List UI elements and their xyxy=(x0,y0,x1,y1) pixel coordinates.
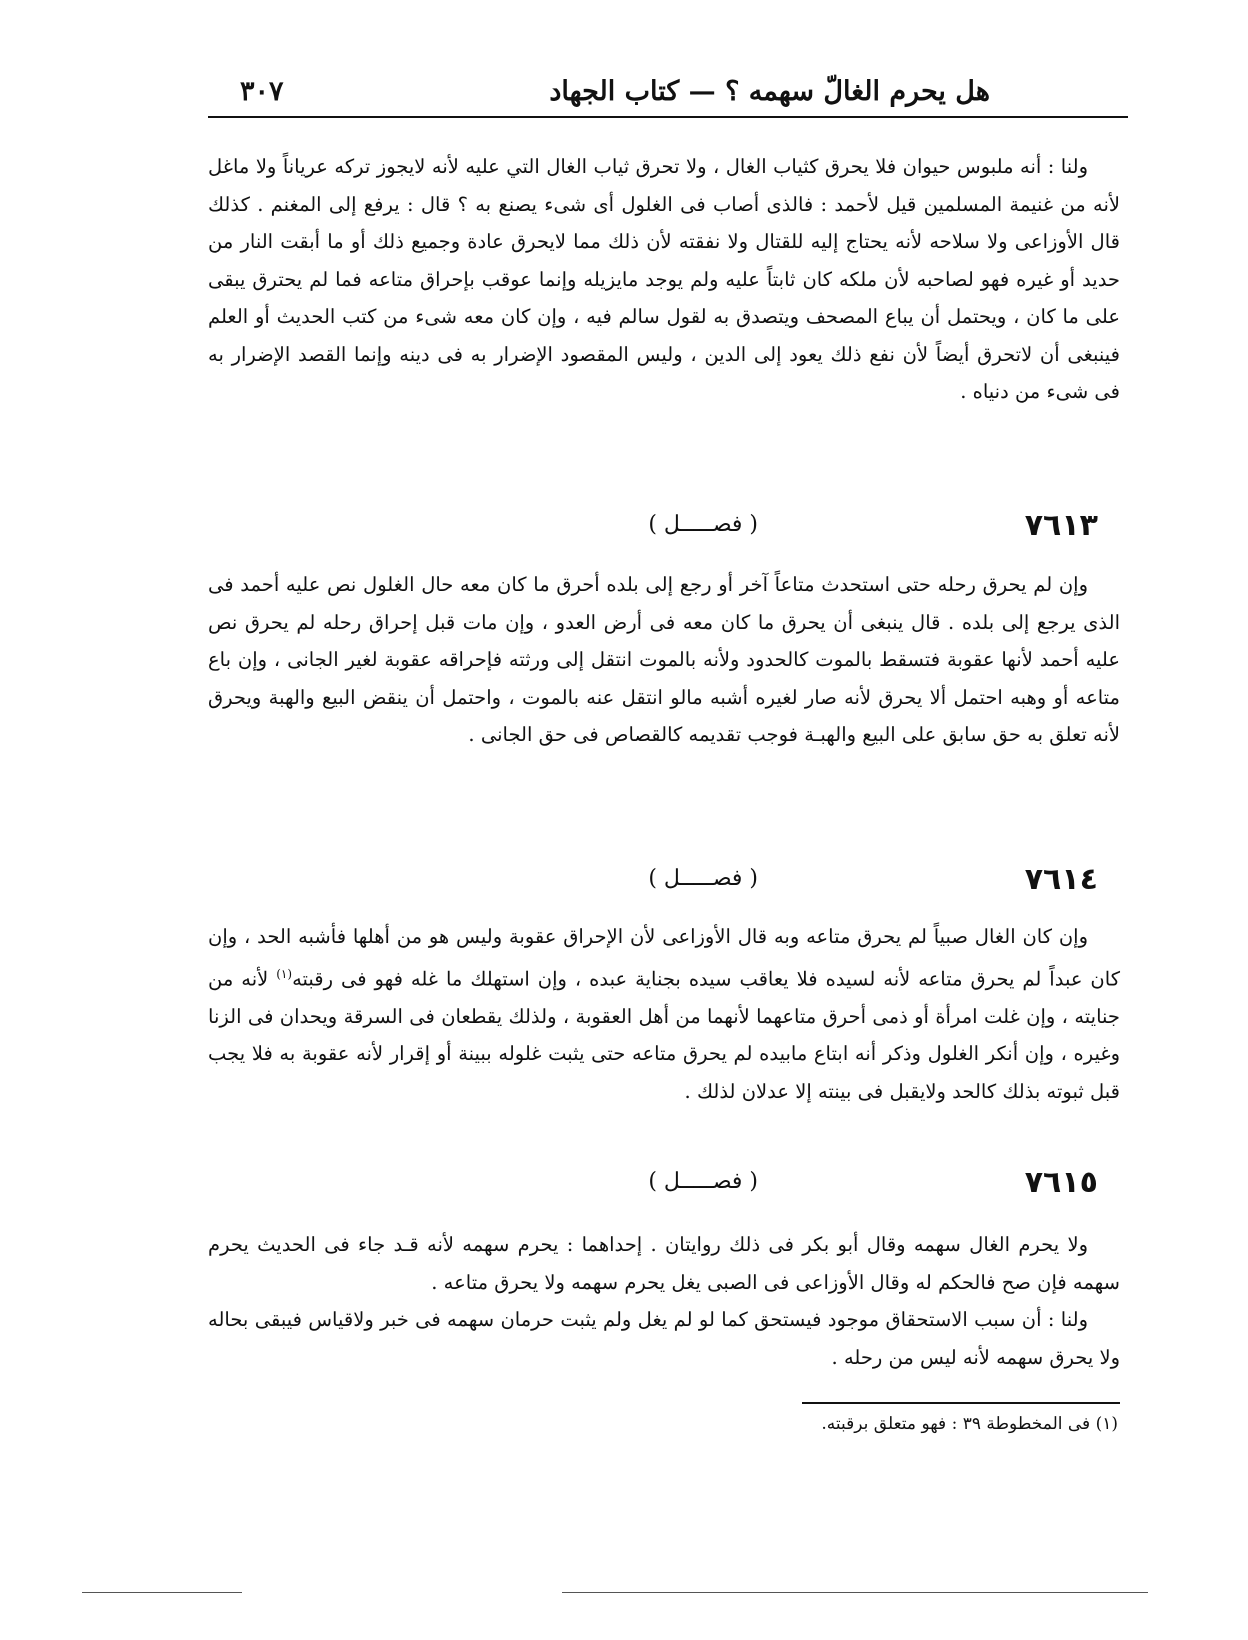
section-label: ( فصـــــل ) xyxy=(648,512,758,537)
paragraph xyxy=(208,918,1120,1110)
paragraph-part: لأنه من جنايته ، وإن غلت امرأة أو ذمى أحرق متاعهما لأنهما من أهل العقوبة ، ولذلك يقطعان فى السرقة ويحدان فى الزنا وغيره ، وإن أنكر الغلول وذكر أنه ابتاع مابيده لم يحرق متاعه حتى يثبت غلوله ببينة أو إقرار لأنه عقوبة به فلا يجب قبل ثبوته بذلك كالحد ولايقبل فى بينته إلا عدلان لذلك . xyxy=(208,967,1120,1103)
section-number: ٧٦١٥ xyxy=(1024,1165,1098,1200)
section-label: ( فصـــــل ) xyxy=(648,1169,758,1194)
paragraph: ولنا : أنه ملبوس حيوان فلا يحرق كثياب الغال ، ولا تحرق ثياب الغال التي عليه لأنه لايجوز تركه عرياناً ولا ماغل لأنه من غنيمة المسلمين قيل لأحمد : فالذى أصاب فى الغلول أى شىء يصنع به ؟ قال : يرفع إلى المغنم . كذلك قال الأوزاعى ولا سلاحه لأنه يحتاج إليه للقتال ولا نفقته لأن ذلك مما لايحرق عادة وجميع ذلك أو ما أبقت النار من حديد أو غيره فهو لصاحبه لأن ملكه كان ثابتاً عليه ولم يوجد مايزيله وإنما عوقب بإحراق متاعه فما لم يحترق يبقى على ما كان ، ويحتمل أن يباع المصحف ويتصدق به لقول سالم فيه ، وإن كان معه شىء من كتب الحديث أو العلم فينبغى أن لاتحرق أيضاً لأن نفع ذلك يعود إلى الدين ، وليس المقصود الإضرار به فى دينه وإنما القصد الإضرار به فى شىء من دنياه . xyxy=(208,155,1120,403)
section-number: ٧٦١٤ xyxy=(1024,862,1098,897)
section-heading-7614 xyxy=(358,862,1098,902)
footnote-rule xyxy=(802,1402,1120,1404)
section-body-7614 xyxy=(208,918,1120,1110)
paragraph-part: وإن كان الغال صبياً لم يحرق متاعه وبه قال الأوزاعى لأن الإحراق عقوبة وليس هو من أهلها فأشبه الحد ، وإن كان عبداً لم يحرق متاعه لأنه لسيده فلا يعاقب سيده بجناية عبده ، وإن استهلك ما غله فهو فى رقبته xyxy=(208,925,1120,990)
section-heading-7613 xyxy=(358,508,1098,548)
paragraph: ولا يحرم الغال سهمه وقال أبو بكر فى ذلك روايتان . إحداهما : يحرم سهمه لأنه قـد جاء فى الحديث يحرم سهمه فإن صح فالحكم له وقال الأوزاعى فى الصبى يغل يحرم سهمه ولا يحرق متاعه . xyxy=(208,1233,1120,1294)
bottom-rule-left xyxy=(82,1592,242,1593)
paragraph: ولنا : أن سبب الاستحقاق موجود فيستحق كما لو لم يغل ولم يثبت حرمان سهمه فى خبر ولاقياس فيبقى بحاله ولا يحرق سهمه لأنه ليس من رحله . xyxy=(208,1308,1120,1369)
bottom-rule-right xyxy=(562,1592,1148,1593)
paragraph: وإن لم يحرق رحله حتى استحدث متاعاً آخر أو رجع إلى بلده أحرق ما كان معه حال الغلول نص عليه أحمد فى الذى يرجع إلى بلده . قال ينبغى أن يحرق ما كان معه فى أرض العدو ، وإن مات قبل إحراق رحله لم يحرق نص عليه أحمد لأنها عقوبة فتسقط بالموت كالحدود ولأنه بالموت انتقل إلى ورثته فإحراقه عقوبة لغير الجانى ، وإن باع متاعه أو وهبه احتمل ألا يحرق لأنه صار لغيره أشبه مالو انتقل عنه بالموت ، واحتمل أن ينقض البيع والهبة ويحرق لأنه تعلق به حق سابق على البيع والهبـة فوجب تقديمه كالقصاص فى حق الجانى . xyxy=(208,573,1120,746)
footnote: (١) فى المخطوطة ٣٩ : فهو متعلق برقبته. xyxy=(821,1414,1118,1434)
running-header xyxy=(210,68,1120,112)
section-body-7613 xyxy=(208,566,1120,754)
section-intro xyxy=(208,148,1120,411)
footnote-ref[interactable]: (١) xyxy=(276,966,293,981)
header-title: هل يحرم الغالّ سهمه ؟ — كتاب الجهاد xyxy=(549,76,990,107)
page-number: ٣٠٧ xyxy=(240,76,284,107)
header-rule xyxy=(208,116,1128,118)
section-label: ( فصـــــل ) xyxy=(648,866,758,891)
section-body-7615 xyxy=(208,1226,1120,1376)
section-heading-7615 xyxy=(358,1165,1098,1205)
section-number: ٧٦١٣ xyxy=(1024,508,1098,543)
